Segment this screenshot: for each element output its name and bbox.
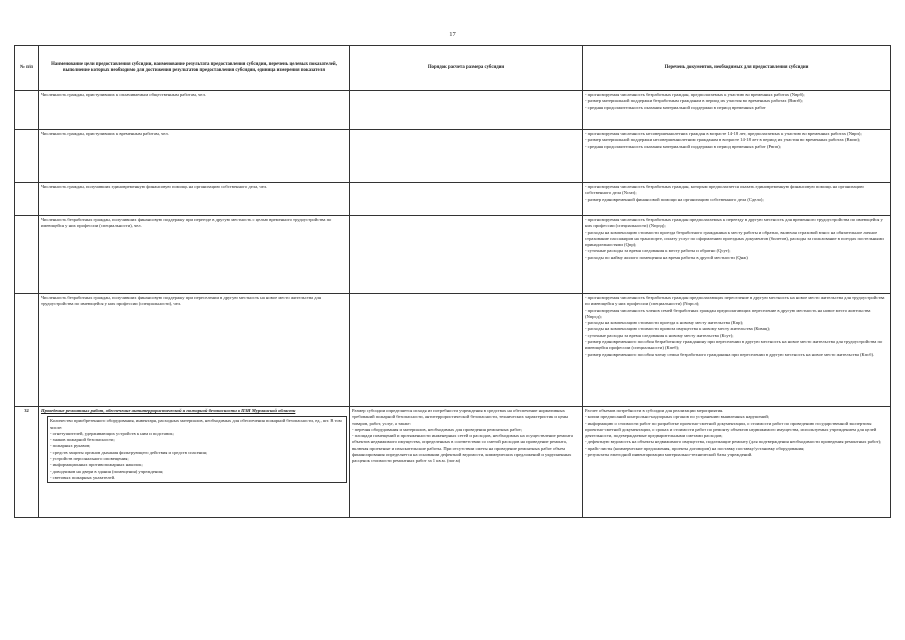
indicator-box: [47, 416, 347, 483]
docs-item: - информацию о стоимости работ по разработке проектно-сметной документации, о стоимости работ по проведению государственной экспертизы проектно-сметной документации, о сроках и стоимости работ по ремонту объектов недвижимого имущества, используемых учреждением для целей деятельности, подтверждаемые предварительными сметами расходов;: [585, 420, 877, 439]
indicator-item: - огнетушителей, удерживающих устройств к ним и подставок;: [50, 430, 174, 436]
table-header-row: [15, 46, 891, 91]
docs-cell: [583, 91, 891, 130]
calc-item: Размер субсидии определяется исходя из потребности учреждения в средствах на обеспечение нормативных требований пожарной безопасности, антитеррористической безопасности, технических характеристик и цены товаров, работ, услуг, а также:: [352, 408, 569, 426]
indicator-text: Численность граждан, приступивших к оплачиваемым общественным работам, чел.: [41, 92, 206, 97]
docs-item: - размер материальной поддержки безработным гражданам в период их участия во временных работах (Вмпб);: [585, 98, 803, 104]
docs-item: - прогнозируемая численность несовершеннолетних граждан в возрасте 14-18 лет, предполагаемых к участию во временных работах (Nврп);: [585, 131, 862, 136]
calc-cell: [350, 216, 583, 294]
docs-item: - средняя продолжительность оказания материальной поддержки в период временных работ (Рвпп);: [585, 143, 781, 149]
docs-cell: [583, 216, 891, 294]
docs-item: - суточные расходы за время следования к месту работы и обратно (Qсут);: [585, 248, 731, 254]
docs-list: [585, 92, 888, 128]
table-row: [15, 294, 891, 407]
indicator-cell: [39, 183, 350, 216]
calc-item: - площади помещений и протяженности инженерных сетей и расходов, необходимых на осуществление ремонта объектов недвижимого имущества, определенных в соответствии со сметой расходов на проведение ремонта, включая проектные и изыскательские работы. При отсутствии сметы на проведение ремонтных работ объем финансирования определяется на основании дефектной ведомости, коммерческих предложений и укрупненных расценок стоимости ремонтных работ за 1 кв.м. (пог.м): [352, 433, 573, 464]
table-row: [15, 183, 891, 216]
indicator-item: - световых пожарных указателей.: [50, 474, 116, 480]
docs-item: Расчет объемов потребности в субсидии для реализации мероприятия.: [585, 408, 724, 413]
docs-list: [585, 184, 888, 214]
calc-cell: [350, 294, 583, 407]
docs-item: - размер единовременной финансовой помощи на организацию собственного дела (Сдело);: [585, 196, 764, 202]
calc-cell: [350, 91, 583, 130]
goal-content: [41, 408, 347, 516]
indicator-item: Количество приобретенного оборудования, инвентаря, расходных материалов, необходимых для обеспечения пожарной безопасности, ед., шт. В том числе:: [50, 418, 342, 430]
indicator-text: Численность граждан, приступивших к временным работам, чел.: [41, 131, 169, 136]
table-row: [15, 91, 891, 130]
calc-cell: [350, 183, 583, 216]
table-row: [15, 130, 891, 183]
indicator-text: Численность безработных граждан, получивших финансовую поддержку при переселении в другую местность на новое место жительства для трудоустройства по имеющейся у них профессии (специальности), чел.: [41, 295, 321, 307]
calc-cell: [350, 130, 583, 183]
header-docs: Перечень документов, необходимых для предоставления субсидии: [583, 46, 891, 91]
docs-item: - прогнозируемая численность безработных граждан предполагаемых к переезду в другую местность для временного трудоустройства по имеющейся у них профессии (специальности) (Nпрзд);: [585, 217, 883, 229]
docs-cell: [583, 294, 891, 407]
indicator-item: - информационных противопожарных накопок;: [50, 462, 143, 468]
docs-item: - прогнозируемая численность безработных граждан предполагающих переселение в другую местность на новое место жительства для трудоустройства по имеющейся у них профессии (специальности) (Nпрсл);: [585, 295, 885, 307]
indicator-cell: [39, 91, 350, 130]
docs-item: - дефектную ведомость на объекты недвижимого имущества, подлежащие ремонту (для подтверждения необходимости проведения ремонтных работ);: [585, 439, 882, 445]
docs-cell: [583, 130, 891, 183]
indicator-item: - пожарных рукавов;: [50, 443, 91, 449]
calc-cell-32: [350, 407, 583, 518]
row-number-cell: [15, 183, 39, 216]
table-row: [15, 216, 891, 294]
docs-item: - прогнозируемая численность безработных граждан, которым предполагается оказать единовременную финансовую помощь на организацию собственного дела (Nсмз);: [585, 184, 864, 196]
page-number: 17: [449, 31, 456, 38]
row-number-cell: [15, 294, 39, 407]
goal-cell: [39, 407, 350, 518]
docs-cell: [583, 183, 891, 216]
header-calc: Порядок расчета размера субсидии: [350, 46, 583, 91]
docs-cell-32: [583, 407, 891, 518]
indicator-item: - устройств персонального оповещения;: [50, 456, 129, 462]
docs-list: [585, 295, 888, 405]
docs-item: - размер материальной поддержки несовершеннолетним гражданам в возрасте 14-18 лет в период их участия во временных работах (Вмпп);: [585, 137, 861, 143]
docs-list: [585, 217, 888, 292]
docs-item: - размер единовременного пособия члену семьи безработного гражданина при переселении в другую местность на новое место жительства (Кпсб).: [585, 351, 875, 357]
table-row-32: [15, 407, 891, 518]
indicator-cell: [39, 294, 350, 407]
goal-title: Проведение ремонтных работ, обеспечение антитеррористической и пожарной безопасности в ПЗИ Мурманской области: [41, 408, 296, 413]
docs-list: [585, 131, 888, 181]
indicator-cell: [39, 216, 350, 294]
subsidy-table: [14, 45, 891, 518]
docs-item: - прогнозируемая численность безработных граждан, предполагаемых к участию во временных работах (Nврб);: [585, 92, 805, 97]
indicator-text: Численность граждан, получивших единовременную финансовую помощь на организацию собственного дела, чел.: [41, 184, 268, 189]
row-number-32: 32: [15, 407, 39, 518]
calc-item: - перечня оборудования и материалов, необходимых для проведения ремонтных работ;: [352, 426, 523, 432]
docs-item: - суточные расходы за время следования к новому месту жительства (Ксут);: [585, 332, 734, 338]
row-number-cell: [15, 216, 39, 294]
indicator-item: - средств защиты органов дыхания фильтрующего действия и средств спасения;: [50, 449, 208, 455]
indicator-text: Численность безработных граждан, получивших финансовую поддержку при переезде в другую местность с целью временного трудоустройства по имеющейся у них профессии (специальности), чел.: [41, 217, 332, 229]
docs-item: - копии предписаний контрольно-надзорных органов по устранению выявленных нарушений;: [585, 414, 770, 420]
docs-item: - прайс-листы (коммерческие предложения, проекты договоров) на поставку поставку/установку оборудования;: [585, 445, 805, 451]
docs-item: - расходы на компенсацию стоимости провоза имущества к новому месту жительства (Кимщ);: [585, 326, 771, 332]
docs-list: [585, 408, 888, 516]
indicator-cell: [39, 130, 350, 183]
header-name: Наименование цели предоставления субсидии, наименование результата предоставления субсидии, перечень целевых показателей, выполнение которых необходимо для достижения результатов предоставления субсидии, единица измерения показателя: [39, 46, 350, 91]
docs-item: - расходы по найму жилого помещения на время работы в другой местности (Qнж): [585, 254, 748, 260]
indicator-item: - доводчиков на двери в здания (помещения) учреждения;: [50, 468, 164, 474]
header-number: № п/п: [15, 46, 39, 91]
calc-content: [352, 408, 580, 516]
docs-item: - расходы на компенсацию стоимости проезда безработного гражданина к месту работы и обратно, включая страховой взнос на обязательное личное страхование пассажиров на транспорте, оплату услуг по оформлению проездных документов (билетов), расходы за пользование в поездах постельными принадлежностями (Qпр);: [585, 229, 884, 248]
indicator-item: - знаков пожарной безопасности;: [50, 437, 115, 443]
docs-item: - прогнозируемая численность членов семей безработных граждан предполагающих переселение в другую местность на новое место жительства (Nпрсд);: [585, 307, 871, 319]
docs-item: - размер единовременного пособия безработному гражданину при переселении в другую местность на новое место жительства для трудоустройства по имеющейся профессии (специальности) (Кпеб);: [585, 339, 883, 351]
docs-item: - средняя продолжительность оказания материальной поддержки в период временных работ: [585, 104, 766, 110]
row-number-cell: [15, 130, 39, 183]
docs-item: - расходы на компенсацию стоимости проезда к новому месту жительства (Кпр);: [585, 320, 744, 326]
row-number-cell: [15, 91, 39, 130]
docs-item: - результаты ежегодной инвентаризации материально-технической базы учреждений.: [585, 452, 753, 458]
